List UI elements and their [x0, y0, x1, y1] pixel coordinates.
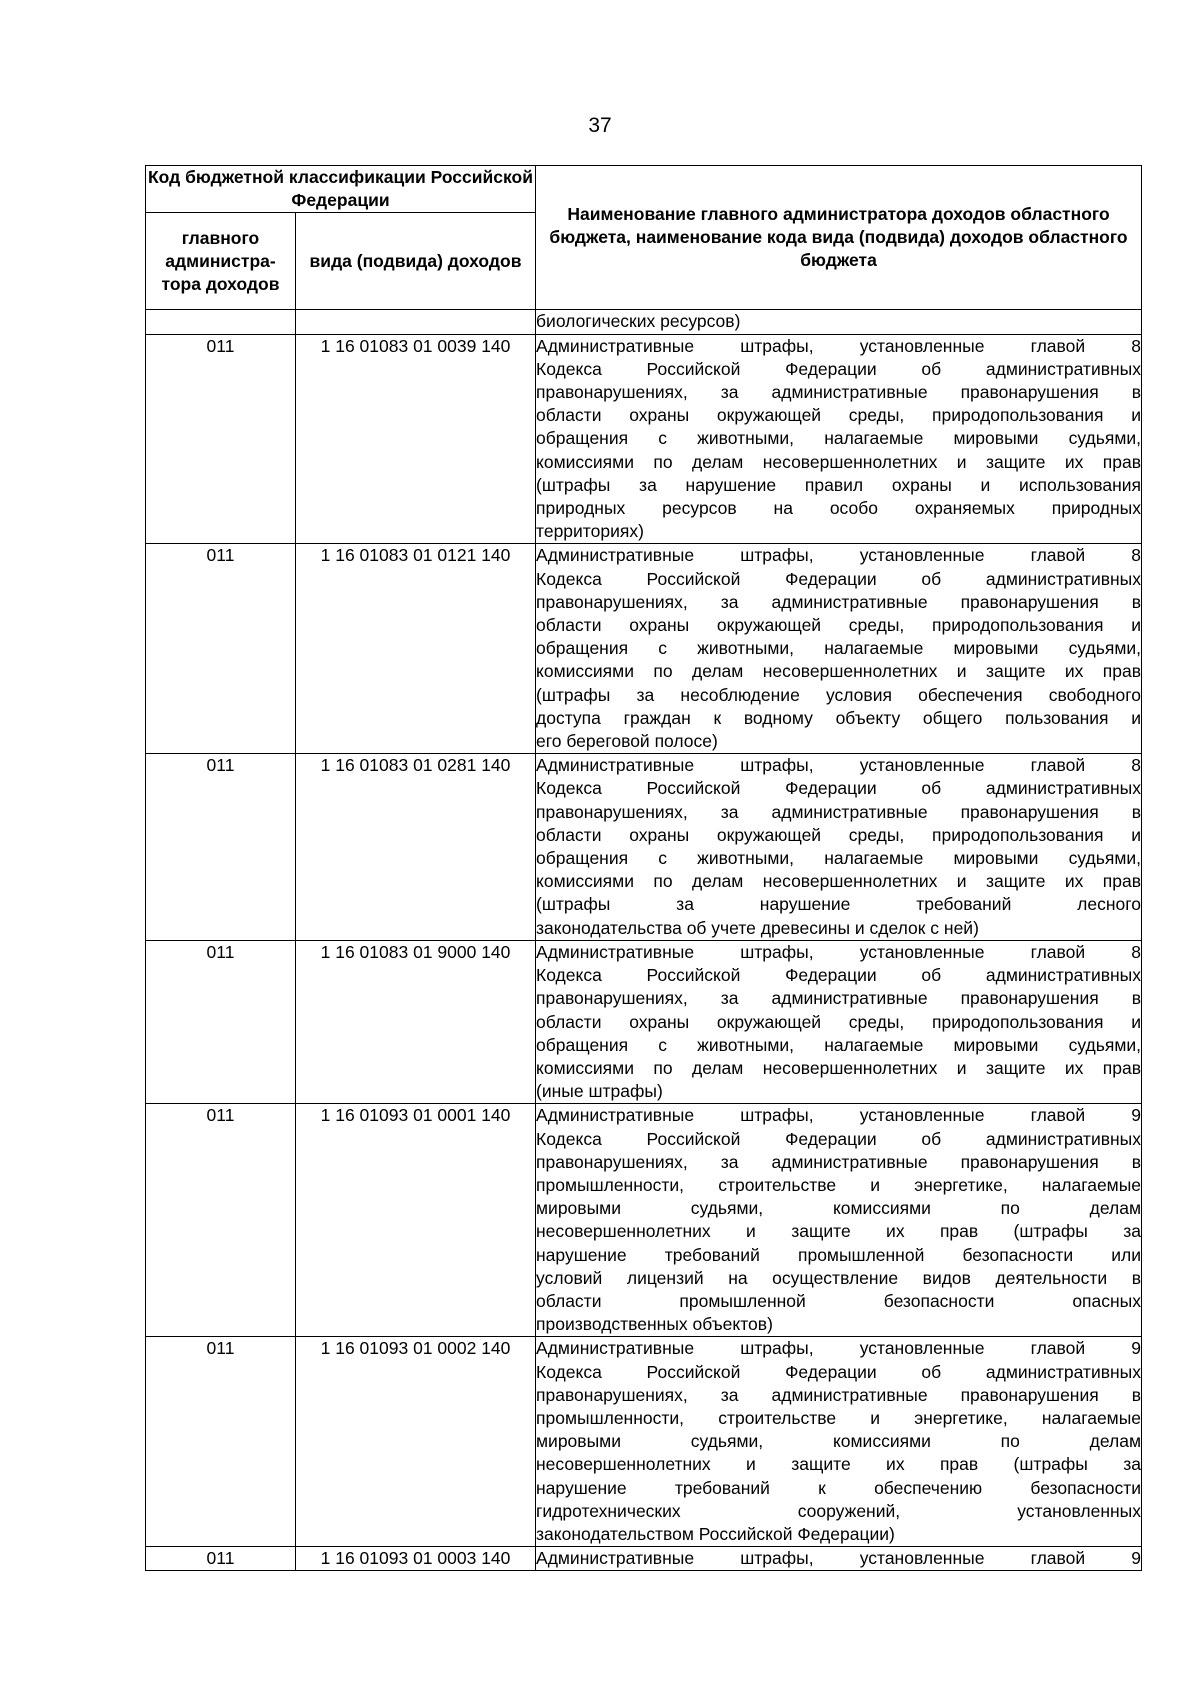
description-line: Административные штрафы, установленные главой 8 — [536, 335, 1142, 356]
description-line: Административные штрафы, установленные главой 8 — [536, 545, 1142, 566]
table-body — [146, 310, 1142, 1571]
description-line: доступа граждан к водному объекту общего пользования и — [536, 707, 1142, 728]
description-line: правонарушениях, за административные правонарушения в — [536, 801, 1142, 822]
table-row — [146, 1547, 1142, 1571]
header-income-type-column: вида (подвида) доходов — [296, 213, 536, 310]
description-line: промышленности, строительстве и энергетике, налагаемые — [536, 1174, 1142, 1195]
description-line: гидротехнических сооружений, установленных — [536, 1500, 1142, 1521]
header-admin-column: главного администра-тора доходов — [146, 213, 296, 310]
income-code-cell: 1 16 01093 01 0002 140 — [296, 1337, 536, 1547]
description-cell — [536, 310, 1142, 334]
income-code-cell: 1 16 01083 01 9000 140 — [296, 940, 536, 1103]
income-code-cell: 1 16 01093 01 0003 140 — [296, 1547, 536, 1571]
admin-code-cell: 011 — [146, 1547, 296, 1571]
description-line: несовершеннолетних и защите их прав (штрафы за — [536, 1454, 1142, 1475]
header-budget-classification-code: Код бюджетной классификации Российской Федерации — [146, 166, 536, 213]
description-line: области охраны окружающей среды, природопользования и — [536, 405, 1142, 426]
table-header — [146, 166, 1142, 310]
description-cell — [536, 1104, 1142, 1337]
table-row — [146, 334, 1142, 544]
admin-code-cell: 011 — [146, 544, 296, 754]
description-line: (штрафы за несоблюдение условия обеспечения свободного — [536, 684, 1142, 705]
description-line: обращения с животными, налагаемые мировыми судьями, — [536, 1034, 1142, 1055]
description-line: обращения с животными, налагаемые мировыми судьями, — [536, 638, 1142, 659]
income-code-cell: 1 16 01083 01 0039 140 — [296, 334, 536, 544]
description-line: правонарушениях, за административные правонарушения в — [536, 591, 1142, 612]
description-line: территориях) — [536, 521, 644, 542]
table-row — [146, 1104, 1142, 1337]
income-code-cell: 1 16 01083 01 0281 140 — [296, 754, 536, 941]
description-line: Административные штрафы, установленные главой 8 — [536, 941, 1142, 962]
table-row — [146, 544, 1142, 754]
budget-classification-table — [145, 165, 1142, 1571]
table-row — [146, 310, 1142, 334]
description-line: нарушение требований промышленной безопасности или — [536, 1244, 1142, 1265]
description-line: правонарушениях, за административные правонарушения в — [536, 988, 1142, 1009]
description-line: мировыми судьями, комиссиями по делам — [536, 1198, 1142, 1219]
description-cell — [536, 1337, 1142, 1547]
description-cell — [536, 940, 1142, 1103]
description-line: Кодекса Российской Федерации об административных — [536, 778, 1142, 799]
description-line: мировыми судьями, комиссиями по делам — [536, 1431, 1142, 1452]
description-line: правонарушениях, за административные правонарушения в — [536, 1384, 1142, 1405]
description-line: правонарушениях, за административные правонарушения в — [536, 1151, 1142, 1172]
income-code-cell: 1 16 01083 01 0121 140 — [296, 544, 536, 754]
description-cell — [536, 1547, 1142, 1571]
description-line: биологических ресурсов) — [536, 311, 741, 332]
description-line: несовершеннолетних и защите их прав (штрафы за — [536, 1221, 1142, 1242]
description-cell — [536, 544, 1142, 754]
description-line: законодательством Российской Федерации) — [536, 1523, 895, 1544]
description-line: промышленности, строительстве и энергетике, налагаемые — [536, 1407, 1142, 1428]
description-line: области охраны окружающей среды, природопользования и — [536, 1011, 1142, 1032]
description-line: Административные штрафы, установленные главой 9 — [536, 1338, 1142, 1359]
description-line: Кодекса Российской Федерации об административных — [536, 568, 1142, 589]
table-row — [146, 754, 1142, 941]
description-line: комиссиями по делам несовершеннолетних и защите их прав — [536, 451, 1142, 472]
table-row — [146, 940, 1142, 1103]
description-line: Административные штрафы, установленные главой 9 — [536, 1548, 1142, 1569]
description-cell — [536, 754, 1142, 941]
table-row — [146, 1337, 1142, 1547]
description-line: условий лицензий на осуществление видов деятельности в — [536, 1267, 1142, 1288]
admin-code-cell: 011 — [146, 754, 296, 941]
description-line: его береговой полосе) — [536, 731, 718, 752]
description-line: (штрафы за нарушение правил охраны и использования — [536, 474, 1142, 495]
description-line: Административные штрафы, установленные главой 9 — [536, 1105, 1142, 1126]
description-line: (штрафы за нарушение требований лесного — [536, 894, 1142, 915]
description-line: обращения с животными, налагаемые мировыми судьями, — [536, 848, 1142, 869]
description-line: Кодекса Российской Федерации об административных — [536, 1128, 1142, 1149]
description-line: природных ресурсов на особо охраняемых природных — [536, 498, 1142, 519]
admin-code-cell: 011 — [146, 940, 296, 1103]
header-name-column: Наименование главного администратора доходов областного бюджета, наименование кода вида (подвида) доходов областного бюджета — [536, 166, 1142, 310]
page-number: 37 — [588, 114, 612, 137]
admin-code-cell: 011 — [146, 334, 296, 544]
description-line: производственных объектов) — [536, 1314, 773, 1335]
description-cell — [536, 334, 1142, 544]
description-line: Кодекса Российской Федерации об административных — [536, 965, 1142, 986]
admin-code-cell — [146, 310, 296, 334]
income-code-cell — [296, 310, 536, 334]
description-line: области промышленной безопасности опасных — [536, 1290, 1142, 1311]
description-line: области охраны окружающей среды, природопользования и — [536, 615, 1142, 636]
description-line: комиссиями по делам несовершеннолетних и защите их прав — [536, 661, 1142, 682]
admin-code-cell: 011 — [146, 1337, 296, 1547]
description-line: нарушение требований к обеспечению безопасности — [536, 1477, 1142, 1498]
income-code-cell: 1 16 01093 01 0001 140 — [296, 1104, 536, 1337]
description-line: области охраны окружающей среды, природопользования и — [536, 824, 1142, 845]
description-line: обращения с животными, налагаемые мировыми судьями, — [536, 428, 1142, 449]
description-line: комиссиями по делам несовершеннолетних и защите их прав — [536, 1057, 1142, 1078]
description-line: законодательства об учете древесины и сделок с ней) — [536, 917, 979, 938]
description-line: Административные штрафы, установленные главой 8 — [536, 755, 1142, 776]
description-line: Кодекса Российской Федерации об административных — [536, 1361, 1142, 1382]
description-line: Кодекса Российской Федерации об административных — [536, 358, 1142, 379]
description-line: комиссиями по делам несовершеннолетних и защите их прав — [536, 871, 1142, 892]
admin-code-cell: 011 — [146, 1104, 296, 1337]
description-line: (иные штрафы) — [536, 1081, 663, 1102]
description-line: правонарушениях, за административные правонарушения в — [536, 382, 1142, 403]
